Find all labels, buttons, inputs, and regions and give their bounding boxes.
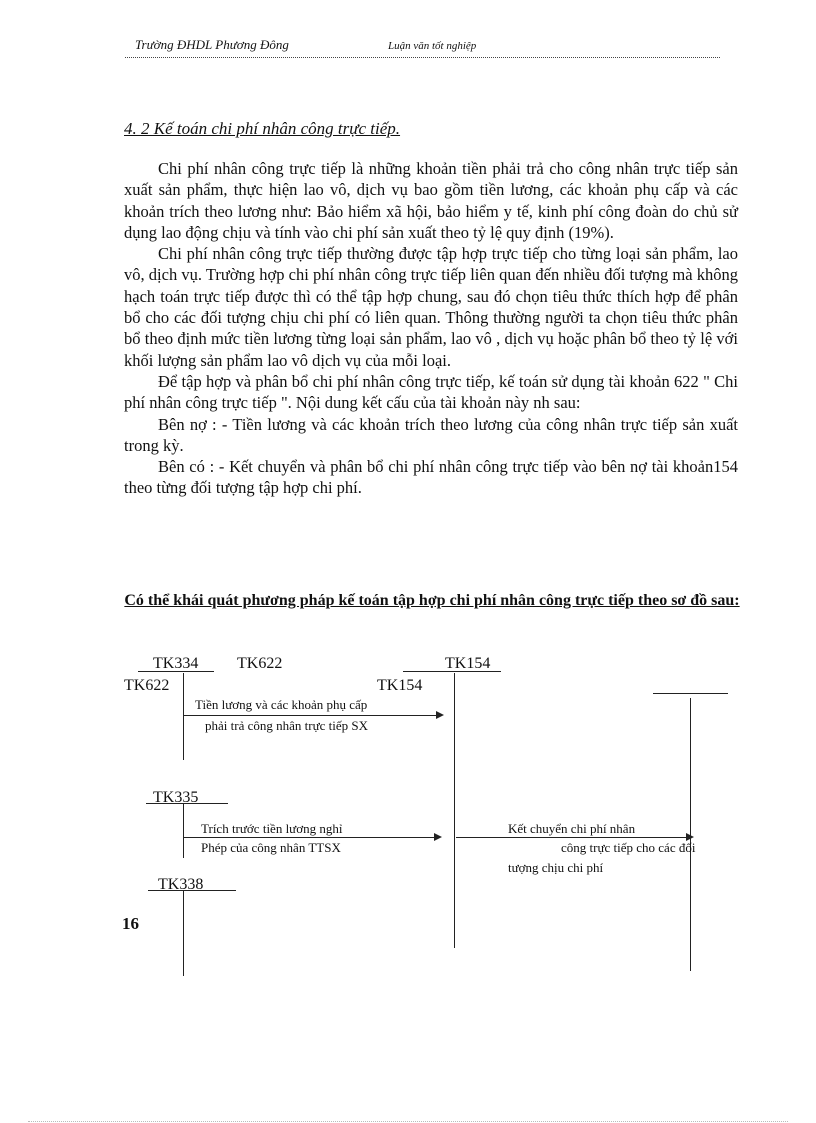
- paragraph-credit-side: Bên có : - Kết chuyển và phân bổ chi phí nhân công trực tiếp vào bên nợ tài khoản154 theo từng đối tượng tập hợp chi phí.: [124, 457, 738, 498]
- paragraph-account-622: Để tập hợp và phân bổ chi phí nhân công trực tiếp, kế toán sử dụng tài khoản 622 " Chi phí nhân công trực tiếp ". Nội dung kết cấu của tài khoản này nh sau:: [124, 371, 738, 413]
- tk154-header-rule: [403, 671, 501, 672]
- paragraph-debit-side: Bên nợ : - Tiền lương và các khoản trích theo lương của công nhân trực tiếp sản xuất trong kỳ.: [124, 414, 738, 455]
- account-tk622-left: TK622: [124, 677, 170, 694]
- label-wages-line1: Tiền lương và các khoản phụ cấp: [195, 697, 368, 712]
- header-doc-type: Luận văn tốt nghiệp: [388, 40, 477, 52]
- label-transfer-line2: công trực tiếp cho các đối: [561, 840, 696, 855]
- account-tk154-mid: TK154: [377, 677, 423, 694]
- tk338-vertical-line: [183, 890, 184, 976]
- account-tk154-top: TK154: [445, 655, 491, 672]
- page-number: 16: [122, 914, 139, 933]
- tk335-vertical-line: [183, 803, 184, 858]
- body-text: [124, 158, 738, 499]
- tk335-header-rule: [146, 803, 228, 804]
- account-tk622-top: TK622: [237, 655, 283, 672]
- tk334-header-rule: [138, 671, 214, 672]
- target-account-header-rule: [653, 693, 728, 694]
- account-tk338: TK338: [158, 876, 204, 893]
- header-school: Trường ĐHDL Phương Đông: [135, 37, 289, 52]
- tk338-header-rule: [148, 890, 236, 891]
- diagram-title: Có thể khái quát phương pháp kế toán tập hợp chi phí nhân công trực tiếp theo sơ đồ sau:: [124, 592, 740, 609]
- paragraph-allocation: Chi phí nhân công trực tiếp thường được tập hợp trực tiếp cho từng loại sản phẩm, lao vô, dịch vụ. Trường hợp chi phí nhân công trực tiếp liên quan đến nhiều đối tượng mà không hạch toán trực tiếp được thì có thể tập hợp chung, sau đó chọn tiêu thức thích hợp để phân bổ cho các đối tượng chịu chi phí có liên quan. Thông thường người ta chọn tiêu thức phân bổ theo định mức tiền lương từng loại sản phẩm, lao vô , dịch vụ hoặc phân bổ theo tỷ lệ với khối lượng sản phẩm lao vô dịch vụ của mỗi loại.: [124, 244, 738, 370]
- tk154-vertical-line: [454, 673, 455, 948]
- accrual-arrow: [184, 837, 440, 838]
- label-accrual-line1: Trích trước tiền lương nghỉ: [201, 821, 343, 836]
- wages-arrow: [184, 715, 442, 716]
- label-wages-line2: phải trả công nhân trực tiếp SX: [205, 718, 369, 733]
- label-transfer-line3: tượng chịu chi phí: [508, 860, 604, 875]
- account-tk335: TK335: [153, 789, 199, 806]
- label-accrual-line2: Phép của công nhân TTSX: [201, 840, 341, 855]
- tk334-vertical-line: [183, 673, 184, 760]
- paragraph-definition: Chi phí nhân công trực tiếp là những khoản tiền phải trả cho công nhân trực tiếp sản xuất sản phẩm, thực hiện lao vô, dịch vụ bao gồm tiền lương, các khoản phụ cấp và các khoản trích theo lương như: Bảo hiểm xã hội, bảo hiểm y tế, kinh phí công đoàn do chủ sử dụng lao động chịu và tính vào chi phí sản xuất theo tỷ lệ quy định (19%).: [124, 159, 738, 242]
- account-tk334: TK334: [153, 655, 199, 672]
- header-divider: [125, 57, 720, 58]
- transfer-arrow: [456, 837, 692, 838]
- label-transfer-line1: Kết chuyển chi phí nhân: [508, 821, 636, 836]
- footer-divider: [28, 1121, 788, 1122]
- section-title: 4. 2 Kế toán chi phí nhân công trực tiếp.: [124, 119, 401, 138]
